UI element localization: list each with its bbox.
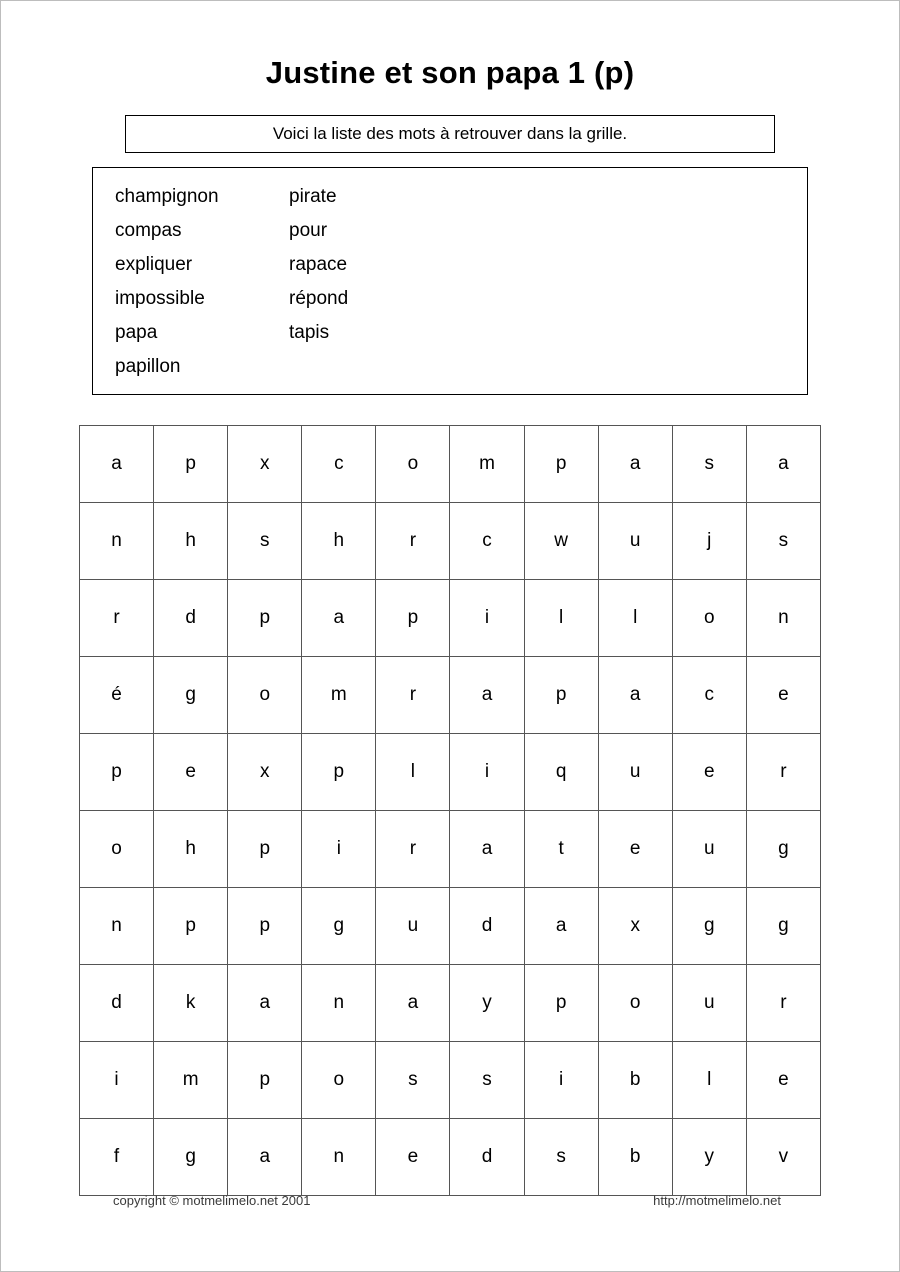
word-search-grid <box>79 425 821 1196</box>
word-search-grid-wrapper <box>79 425 821 1196</box>
grid-cell[interactable]: u <box>672 965 746 1042</box>
grid-cell[interactable]: o <box>228 657 302 734</box>
grid-cell[interactable]: a <box>80 426 154 503</box>
grid-cell[interactable]: p <box>228 811 302 888</box>
grid-cell[interactable]: p <box>376 580 450 657</box>
grid-cell[interactable]: x <box>598 888 672 965</box>
grid-row <box>80 657 821 734</box>
grid-cell[interactable]: r <box>746 965 820 1042</box>
grid-cell[interactable]: o <box>302 1042 376 1119</box>
copyright-text: copyright © motmelimelo.net 2001 <box>113 1193 311 1208</box>
grid-cell[interactable]: k <box>154 965 228 1042</box>
grid-cell[interactable]: m <box>302 657 376 734</box>
grid-cell[interactable]: a <box>376 965 450 1042</box>
grid-row <box>80 734 821 811</box>
word-list-columns <box>115 180 807 384</box>
grid-cell[interactable]: r <box>80 580 154 657</box>
grid-row <box>80 1119 821 1196</box>
grid-cell[interactable]: i <box>524 1042 598 1119</box>
grid-cell[interactable]: a <box>228 1119 302 1196</box>
grid-cell[interactable]: s <box>524 1119 598 1196</box>
grid-cell[interactable]: c <box>450 503 524 580</box>
grid-cell[interactable]: g <box>154 1119 228 1196</box>
grid-cell[interactable]: g <box>746 888 820 965</box>
grid-cell[interactable]: d <box>80 965 154 1042</box>
grid-cell[interactable]: e <box>746 1042 820 1119</box>
grid-cell[interactable]: r <box>376 657 450 734</box>
word-column-2 <box>289 180 348 384</box>
word-item: compas <box>115 220 182 241</box>
word-item: expliquer <box>115 254 193 275</box>
grid-cell[interactable]: b <box>598 1119 672 1196</box>
grid-row <box>80 580 821 657</box>
grid-cell[interactable]: h <box>302 503 376 580</box>
word-item: champignon <box>115 186 219 207</box>
grid-cell[interactable]: a <box>450 657 524 734</box>
grid-cell[interactable]: a <box>302 580 376 657</box>
grid-cell[interactable]: v <box>746 1119 820 1196</box>
grid-cell[interactable]: e <box>746 657 820 734</box>
grid-row <box>80 888 821 965</box>
grid-cell[interactable]: l <box>376 734 450 811</box>
page-title: Justine et son papa 1 (p) <box>265 55 635 90</box>
grid-cell[interactable]: e <box>672 734 746 811</box>
grid-cell[interactable]: n <box>302 1119 376 1196</box>
grid-cell[interactable]: s <box>746 503 820 580</box>
grid-cell[interactable]: n <box>80 888 154 965</box>
grid-cell[interactable]: m <box>450 426 524 503</box>
grid-cell[interactable]: x <box>228 734 302 811</box>
grid-cell[interactable]: é <box>80 657 154 734</box>
grid-cell[interactable]: d <box>450 1119 524 1196</box>
grid-row <box>80 1042 821 1119</box>
grid-cell[interactable]: l <box>524 580 598 657</box>
grid-cell[interactable]: p <box>80 734 154 811</box>
grid-cell[interactable]: p <box>154 888 228 965</box>
grid-cell[interactable]: r <box>376 503 450 580</box>
grid-cell[interactable]: l <box>598 580 672 657</box>
grid-cell[interactable]: p <box>228 580 302 657</box>
site-url-link[interactable]: http://motmelimelo.net <box>653 1193 781 1208</box>
instruction-box <box>125 115 775 153</box>
grid-cell[interactable]: e <box>598 811 672 888</box>
grid-cell[interactable]: i <box>302 811 376 888</box>
grid-cell[interactable]: o <box>80 811 154 888</box>
word-item: rapace <box>289 254 348 275</box>
grid-cell[interactable]: p <box>302 734 376 811</box>
word-item: papillon <box>115 356 181 377</box>
grid-cell[interactable]: c <box>672 657 746 734</box>
grid-cell[interactable]: h <box>154 503 228 580</box>
grid-row <box>80 426 821 503</box>
grid-cell[interactable]: n <box>746 580 820 657</box>
word-list-box <box>92 167 808 395</box>
grid-cell[interactable]: o <box>598 965 672 1042</box>
grid-cell[interactable]: s <box>450 1042 524 1119</box>
grid-cell[interactable]: u <box>598 734 672 811</box>
grid-cell[interactable]: f <box>80 1119 154 1196</box>
grid-cell[interactable]: u <box>376 888 450 965</box>
grid-cell[interactable]: p <box>228 888 302 965</box>
grid-cell[interactable]: a <box>598 657 672 734</box>
word-item: papa <box>115 322 158 343</box>
grid-cell[interactable]: j <box>672 503 746 580</box>
word-item: impossible <box>115 288 205 309</box>
grid-cell[interactable]: m <box>154 1042 228 1119</box>
grid-cell[interactable]: q <box>524 734 598 811</box>
grid-cell[interactable]: a <box>450 811 524 888</box>
grid-cell[interactable]: s <box>228 503 302 580</box>
page-footer <box>1 1193 899 1213</box>
grid-cell[interactable]: u <box>598 503 672 580</box>
grid-row <box>80 965 821 1042</box>
grid-cell[interactable]: p <box>154 426 228 503</box>
grid-cell[interactable]: g <box>154 657 228 734</box>
word-item: répond <box>289 288 349 309</box>
grid-cell[interactable]: s <box>376 1042 450 1119</box>
word-item: pirate <box>289 186 337 207</box>
grid-cell[interactable]: y <box>450 965 524 1042</box>
grid-cell[interactable]: y <box>672 1119 746 1196</box>
grid-cell[interactable]: u <box>672 811 746 888</box>
grid-cell[interactable]: c <box>302 426 376 503</box>
word-item: pour <box>289 220 328 241</box>
grid-row <box>80 503 821 580</box>
word-item: tapis <box>289 322 330 343</box>
grid-cell[interactable]: r <box>376 811 450 888</box>
grid-cell[interactable]: w <box>524 503 598 580</box>
grid-cell[interactable]: d <box>450 888 524 965</box>
grid-cell[interactable]: i <box>80 1042 154 1119</box>
grid-cell[interactable]: p <box>524 657 598 734</box>
grid-cell[interactable]: l <box>672 1042 746 1119</box>
grid-cell[interactable]: s <box>672 426 746 503</box>
grid-cell[interactable]: p <box>524 426 598 503</box>
grid-cell[interactable]: g <box>672 888 746 965</box>
grid-cell[interactable]: i <box>450 734 524 811</box>
grid-cell[interactable]: x <box>228 426 302 503</box>
grid-cell[interactable]: e <box>376 1119 450 1196</box>
grid-cell[interactable]: b <box>598 1042 672 1119</box>
grid-row <box>80 811 821 888</box>
grid-cell[interactable]: p <box>524 965 598 1042</box>
instruction-text: Voici la liste des mots à retrouver dans la grille. <box>272 124 628 143</box>
grid-cell[interactable]: g <box>302 888 376 965</box>
grid-cell[interactable]: r <box>746 734 820 811</box>
grid-cell[interactable]: a <box>746 426 820 503</box>
grid-cell[interactable]: e <box>154 734 228 811</box>
grid-cell[interactable]: n <box>80 503 154 580</box>
grid-cell[interactable]: n <box>302 965 376 1042</box>
grid-cell[interactable]: o <box>376 426 450 503</box>
grid-cell[interactable]: a <box>598 426 672 503</box>
grid-cell[interactable]: a <box>524 888 598 965</box>
grid-cell[interactable]: g <box>746 811 820 888</box>
grid-cell[interactable]: t <box>524 811 598 888</box>
grid-cell[interactable]: i <box>450 580 524 657</box>
word-column-1 <box>115 180 289 384</box>
grid-cell[interactable]: p <box>228 1042 302 1119</box>
grid-cell[interactable]: h <box>154 811 228 888</box>
grid-cell[interactable]: a <box>228 965 302 1042</box>
grid-cell[interactable]: d <box>154 580 228 657</box>
grid-cell[interactable]: o <box>672 580 746 657</box>
